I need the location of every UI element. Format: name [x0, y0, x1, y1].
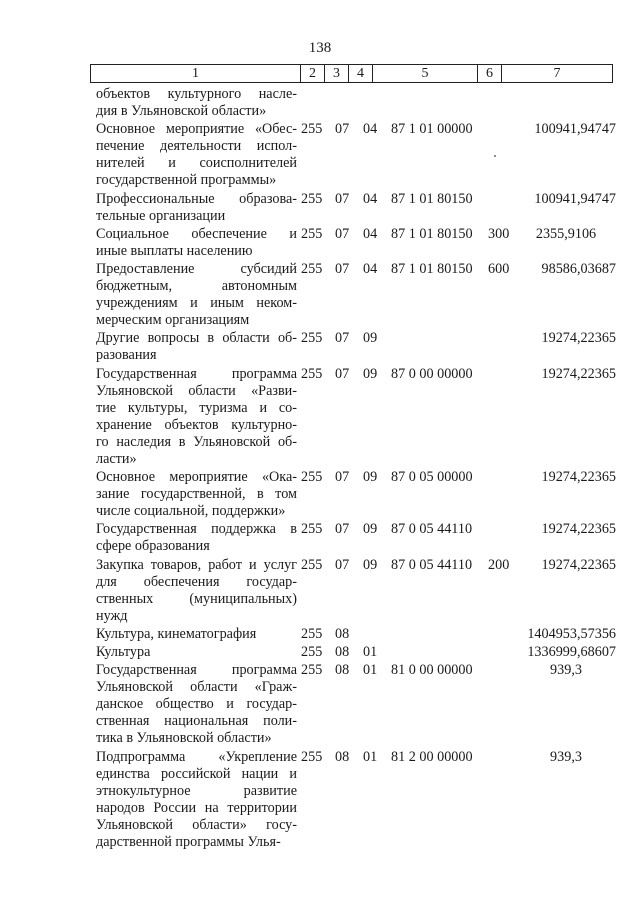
expense-type-code: 300 — [488, 225, 510, 242]
section-code: 08 — [335, 644, 350, 660]
row-name — [96, 557, 301, 625]
subsection-code: 04 — [363, 225, 378, 242]
ministry-code: 255 — [301, 469, 323, 486]
section-code: 08 — [335, 625, 350, 642]
table-row — [96, 121, 616, 189]
table-row — [96, 521, 616, 555]
row-name — [96, 86, 301, 120]
section-code: 07 — [335, 225, 350, 242]
amount: 19274,22365 — [541, 365, 616, 382]
subsection-code: 01 — [363, 662, 378, 679]
row-name-line: Социальное обеспечение и — [96, 225, 297, 242]
amount: 2355,9106 — [535, 225, 597, 242]
row-name — [96, 749, 301, 852]
row-name-line: данское общество и государ- — [96, 696, 297, 713]
row-name-line: Подпрограмма «Укрепление — [96, 748, 297, 765]
ministry-code: 255 — [301, 330, 323, 347]
row-name-line: Государственная поддержка в — [96, 521, 297, 538]
ministry-code: 255 — [301, 365, 323, 382]
amount: 1336999,68607 — [527, 644, 616, 660]
table-row — [96, 749, 616, 852]
row-name-line: нужд — [96, 607, 128, 624]
row-name-line: Основное мероприятие «Ока- — [96, 469, 297, 486]
amount: 939,3 — [550, 748, 582, 765]
header-col-7: 7 — [502, 65, 613, 83]
header-col-1: 1 — [91, 65, 301, 83]
section-code: 07 — [335, 330, 350, 347]
row-name-line: Ульяновской области «Разви- — [96, 382, 297, 399]
ministry-code: 255 — [301, 556, 323, 573]
ministry-code: 255 — [301, 225, 323, 242]
header-col-5: 5 — [373, 65, 478, 83]
row-name-line: Государственная программа — [96, 365, 297, 382]
expense-type-code: 200 — [488, 556, 510, 573]
target-article-code: 87 0 05 00000 — [391, 469, 473, 486]
subsection-code: 09 — [363, 330, 378, 347]
row-name-line: Ульяновской области «Граж- — [96, 679, 297, 696]
row-name-line: Культура — [96, 644, 151, 660]
table-header — [90, 64, 613, 83]
row-name-line: этнокультурное развитие — [96, 782, 297, 799]
ministry-code: 255 — [301, 190, 323, 207]
subsection-code: 09 — [363, 521, 378, 538]
target-article-code: 81 0 00 00000 — [391, 662, 473, 679]
row-name-line: сфере образования — [96, 538, 210, 555]
row-name-line: Закупка товаров, работ и услуг — [96, 556, 297, 573]
section-code: 07 — [335, 469, 350, 486]
target-article-code: 87 0 05 44110 — [391, 521, 473, 538]
section-code: 07 — [335, 556, 350, 573]
target-article-code: 87 0 05 44110 — [391, 556, 473, 573]
row-name-line: тельные организации — [96, 207, 226, 224]
ministry-code: 255 — [301, 121, 323, 138]
section-code: 07 — [335, 190, 350, 207]
row-name-line: учреждениям и иным неком- — [96, 295, 297, 312]
row-name-line: печение деятельности испол- — [96, 138, 297, 155]
row-name-line: нителей и соисполнителей — [96, 155, 297, 172]
table-row — [96, 86, 616, 120]
row-name-line: ственная национальная поли- — [96, 713, 297, 730]
row-name-line: народов России на территории — [96, 799, 297, 816]
header-col-3: 3 — [325, 65, 349, 83]
row-name — [96, 644, 301, 661]
row-name — [96, 366, 301, 469]
amount: 19274,22365 — [541, 521, 616, 538]
row-name-line: Основное мероприятие «Обес- — [96, 121, 297, 138]
budget-table-body — [96, 86, 616, 852]
amount: 98586,03687 — [541, 260, 616, 277]
row-name-line: разования — [96, 347, 157, 364]
row-name-line: иные выплаты населению — [96, 242, 253, 259]
section-code: 08 — [335, 748, 350, 765]
subsection-code: 09 — [363, 469, 378, 486]
table-row — [96, 366, 616, 469]
row-name — [96, 626, 301, 643]
row-name-line: Другие вопросы в области об- — [96, 330, 297, 347]
table-row — [96, 557, 616, 625]
row-name-line: дарственной программы Улья- — [96, 834, 281, 851]
section-code: 07 — [335, 121, 350, 138]
row-name — [96, 469, 301, 520]
section-code: 07 — [335, 260, 350, 277]
header-col-6: 6 — [478, 65, 502, 83]
subsection-code: 04 — [363, 260, 378, 277]
row-name-line: ственных (муниципальных) — [96, 590, 297, 607]
subsection-code: 09 — [363, 365, 378, 382]
row-name-line: го наследия в Ульяновской об- — [96, 433, 297, 450]
row-name-line: объектов культурного насле- — [96, 86, 297, 102]
ministry-code: 255 — [301, 644, 323, 660]
table-row — [96, 644, 616, 661]
table-row — [96, 469, 616, 520]
amount: 1404953,57356 — [527, 625, 616, 642]
target-article-code: 87 0 00 00000 — [391, 365, 473, 382]
row-name-line: зание государственной, в том — [96, 486, 297, 503]
amount: 939,3 — [550, 662, 582, 679]
amount: 100941,94747 — [534, 190, 616, 207]
row-name-line: Предоставление субсидий — [96, 260, 297, 277]
amount: 19274,22365 — [541, 330, 616, 347]
row-name — [96, 521, 301, 555]
ministry-code: 255 — [301, 748, 323, 765]
table-row — [96, 626, 616, 643]
row-name-line: хранение объектов культурно- — [96, 416, 297, 433]
target-article-code: 81 2 00 00000 — [391, 748, 473, 765]
ministry-code: 255 — [301, 260, 323, 277]
row-name-line: мерческим организациям — [96, 312, 250, 329]
row-name-line: для обеспечения государ- — [96, 573, 297, 590]
section-code: 07 — [335, 365, 350, 382]
row-name-line: ласти» — [96, 450, 137, 467]
target-article-code: 87 1 01 00000 — [391, 121, 473, 138]
row-name-line: единства российской нации и — [96, 765, 297, 782]
amount: 19274,22365 — [541, 469, 616, 486]
row-name-line: Государственная программа — [96, 662, 297, 679]
section-code: 08 — [335, 662, 350, 679]
subsection-code: 01 — [363, 748, 378, 765]
table-row — [96, 330, 616, 364]
scan-speck — [494, 155, 496, 157]
row-name-line: бюджетным, автономным — [96, 278, 297, 295]
row-name — [96, 226, 301, 260]
subsection-code: 04 — [363, 190, 378, 207]
row-name-line: дия в Ульяновской области» — [96, 103, 267, 120]
ministry-code: 255 — [301, 521, 323, 538]
row-name-line: Ульяновской области» госу- — [96, 816, 297, 833]
row-name-line: числе социальной, поддержки» — [96, 503, 286, 520]
subsection-code: 04 — [363, 121, 378, 138]
table-row — [96, 191, 616, 225]
target-article-code: 87 1 01 80150 — [391, 260, 473, 277]
row-name-line: тие культуры, туризма и со- — [96, 399, 297, 416]
ministry-code: 255 — [301, 625, 323, 642]
row-name — [96, 662, 301, 747]
amount: 19274,22365 — [541, 556, 616, 573]
section-code: 07 — [335, 521, 350, 538]
row-name-line: Культура, кинематография — [96, 625, 257, 642]
row-name — [96, 261, 301, 329]
row-name-line: Профессиональные образова- — [96, 190, 297, 207]
row-name — [96, 191, 301, 225]
header-col-4: 4 — [349, 65, 373, 83]
expense-type-code: 600 — [488, 260, 510, 277]
table-row — [96, 662, 616, 747]
target-article-code: 87 1 01 80150 — [391, 225, 473, 242]
target-article-code: 87 1 01 80150 — [391, 190, 473, 207]
row-name — [96, 330, 301, 364]
table-row — [96, 261, 616, 329]
subsection-code: 09 — [363, 556, 378, 573]
ministry-code: 255 — [301, 662, 323, 679]
page-number: 138 — [308, 40, 332, 56]
amount: 100941,94747 — [534, 121, 616, 138]
header-col-2: 2 — [301, 65, 325, 83]
table-row — [96, 226, 616, 260]
subsection-code: 01 — [363, 644, 378, 660]
row-name-line: государственной программы» — [96, 172, 277, 189]
row-name — [96, 121, 301, 189]
row-name-line: тика в Ульяновской области» — [96, 730, 272, 747]
